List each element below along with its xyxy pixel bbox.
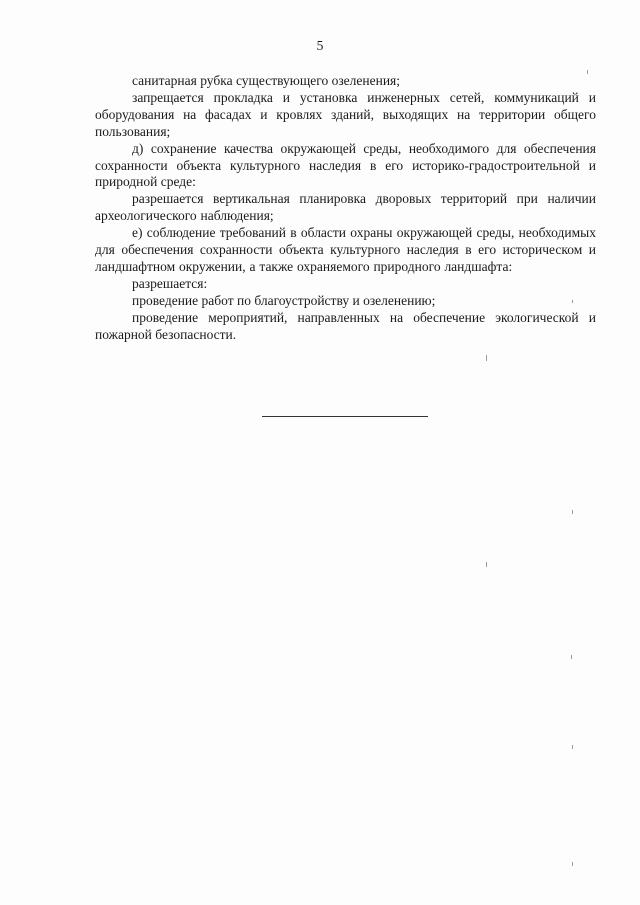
document-body [95,73,596,344]
paragraph-4: разрешается вертикальная планировка дворовых территорий при наличии археологического наблюдения; [95,191,596,224]
paragraph-6: разрешается: [132,275,208,291]
scan-artifact [587,70,588,74]
scan-artifact [572,745,573,749]
end-separator-line [262,416,428,417]
paragraph-8: проведение мероприятий, направленных на обеспечение экологической и пожарной безопасности. [95,309,596,342]
paragraph-7: проведение работ по благоустройству и озеленению; [132,292,436,308]
paragraph-5: е) соблюдение требований в области охраны окружающей среды, необходимых для обеспечения сохранности объекта культурного наследия в его историческом и ландшафтном окружении, а также охраняемого природного ландшафта: [95,225,596,274]
scan-artifact [572,862,573,866]
page-number: 5 [316,38,324,53]
scan-artifact [572,510,573,514]
scan-artifact [486,355,487,361]
paragraph-3: д) сохранение качества окружающей среды, необходимого для обеспечения сохранности объекта культурного наследия в его историко-градостроительной и природной среде: [95,140,596,190]
scan-artifact [572,300,573,303]
paragraph-2: запрещается прокладка и установка инженерных сетей, коммуникаций и оборудования на фасадах и кровлях зданий, выходящих на территории общего пользования; [95,89,596,139]
scan-artifact [486,562,487,567]
paragraph-1: санитарная рубка существующего озеленения; [132,73,401,88]
scan-artifact [571,655,572,659]
